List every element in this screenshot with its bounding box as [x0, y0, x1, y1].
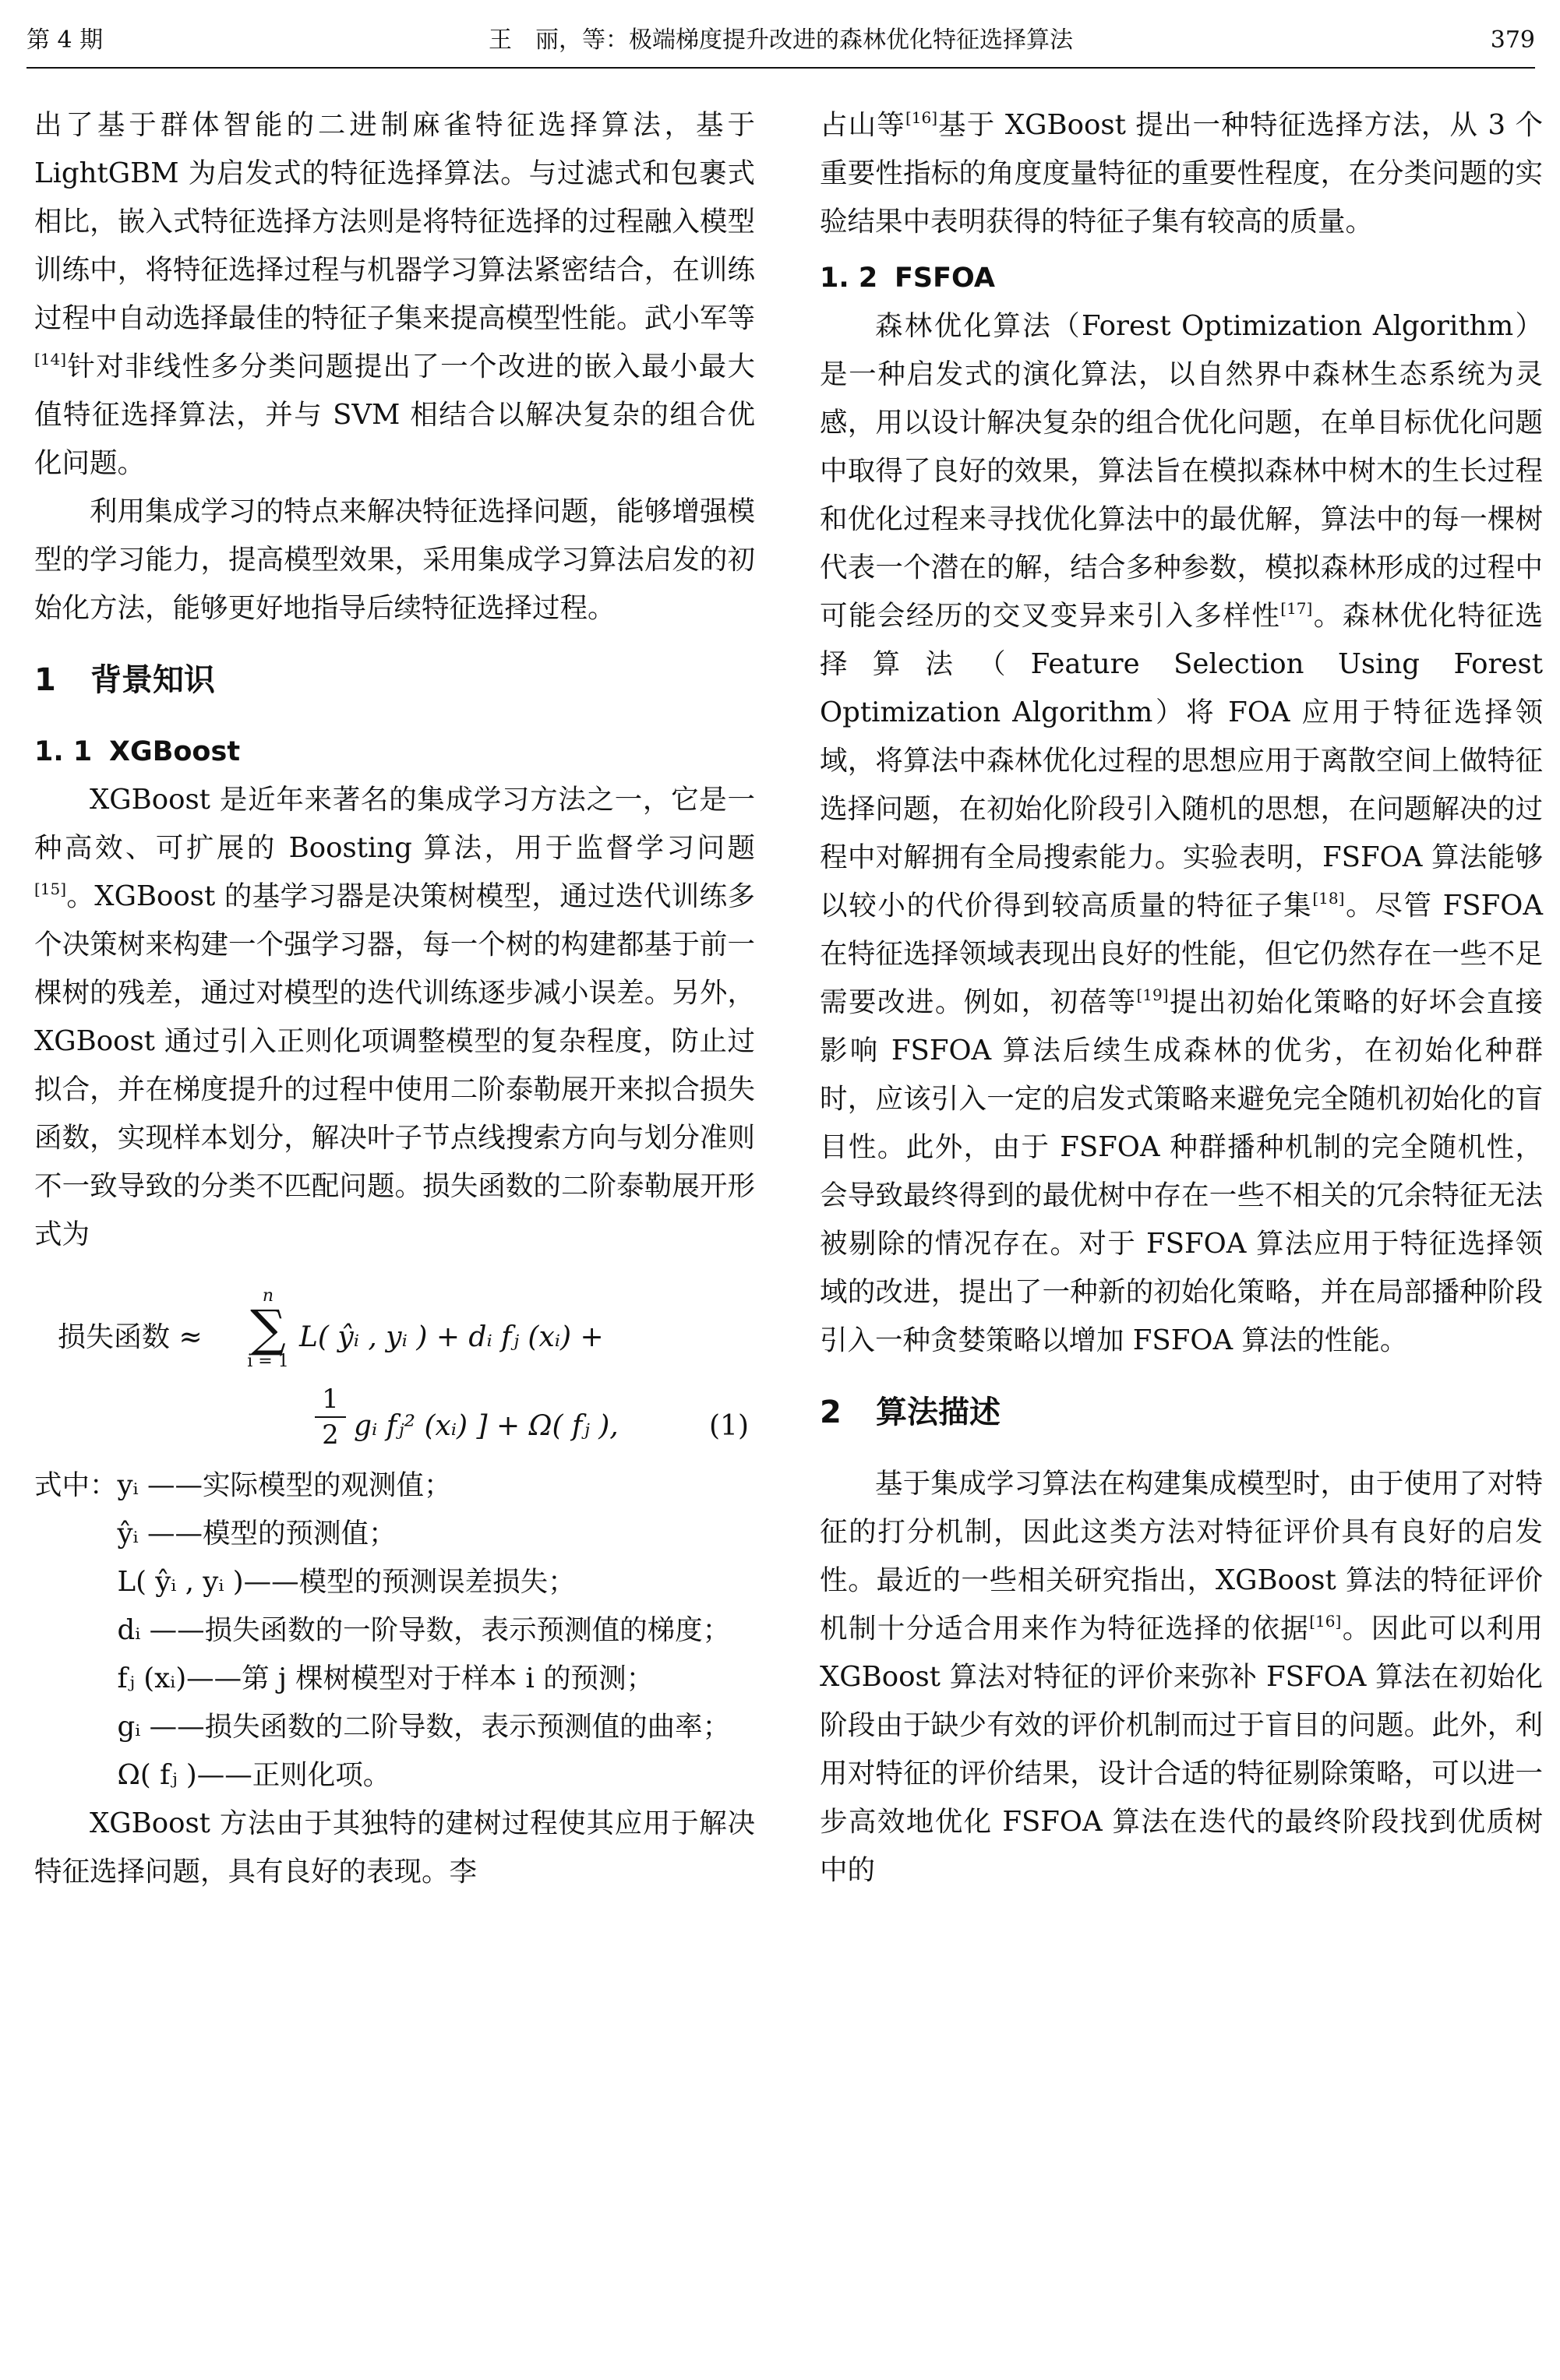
- sum-lower: i = 1: [247, 1352, 289, 1371]
- subsection-heading: [820, 254, 1543, 302]
- paragraph: [820, 101, 1543, 246]
- subsection-title: FSFOA: [895, 263, 995, 294]
- citation: [17]: [1280, 599, 1313, 618]
- equation-lhs: 损失函数 ≈: [58, 1321, 203, 1353]
- symbol-definitions: [34, 1461, 755, 1800]
- definition-line: 式中：yᵢ ——实际模型的观测值；: [34, 1469, 452, 1501]
- text: 。XGBoost 的基学习器是决策树模型，通过迭代训练多个决策树来构建一个强学习器，每一个树的构建都基于前一棵树的残差，通过对模型的迭代训练逐步减小误差。另外，XGBoost 通过引入正则化项调整模型的复杂程度，防止过拟合，并在梯度提升的过程中使用二阶泰勒展开来拟合损失函数，实现样本划分，解决叶子节点线搜索方向与划分准则不一致导致的分类不匹配问题。损失函数的二阶泰勒展开形式为: [34, 880, 755, 1250]
- issue-number: 第 4 期: [26, 26, 104, 54]
- text: 。因此可以利用 XGBoost 算法对特征的评价来弥补 FSFOA 算法在初始化阶段由于缺少有效的评价机制而过于盲目的问题。此外，利用对特征的评价结果，设计合适的特征剔除策略，可以进一步高效地优化 FSFOA 算法在迭代的最终阶段找到优质树中的: [820, 1613, 1543, 1886]
- paragraph: [34, 776, 755, 1259]
- section-heading: [820, 1388, 1543, 1437]
- citation: [18]: [1312, 889, 1345, 908]
- equation-number: (1): [709, 1410, 749, 1442]
- fraction-denominator: 2: [322, 1419, 339, 1451]
- running-title: 王 丽，等：极端梯度提升改进的森林优化特征选择算法: [489, 26, 1073, 54]
- text: 森林优化算法（Forest Optimization Algorithm）是一种启发式的演化算法，以自然界中森林生态系统为灵感，用以设计解决复杂的组合优化问题，在单目标优化问题中取得了良好的效果，算法旨在模拟森林中树木的生长过程和优化过程来寻找优化算法中的最优解，算法中的每一棵树代表一个潜在的解，结合多种参数，模拟森林形成的过程中可能会经历的交叉变异来引入多样性: [820, 310, 1543, 632]
- header-rule: [26, 67, 1535, 69]
- text: 基于 XGBoost 提出一种特征选择方法，从 3 个重要性指标的角度度量特征的重要性程度，在分类问题的实验结果中表明获得的特征子集有较高的质量。: [820, 109, 1543, 238]
- subsection-title: XGBoost: [109, 736, 241, 767]
- definition-line: Ω( fⱼ )——正则化项。: [34, 1759, 391, 1791]
- text: 针对非线性多分类问题提出了一个改进的嵌入最小最大值特征选择算法，并与 SVM 相结合以解决复杂的组合优化问题。: [34, 351, 755, 479]
- subsection-heading: [34, 728, 755, 776]
- text: 基于集成学习算法在构建集成模型时，由于使用了对特征的打分机制，因此这类方法对特征评价具有良好的启发性。最近的一些相关研究指出，XGBoost 算法的特征评价机制十分适合用来作为特征选择的依据: [820, 1468, 1543, 1645]
- text: 出了基于群体智能的二进制麻雀特征选择算法，基于 LightGBM 为启发式的特征选择算法。与过滤式和包裹式相比，嵌入式特征选择方法则是将特征选择的过程融入模型训练中，将特征选择过程与机器学习算法紧密结合，在训练过程中自动选择最佳的特征子集来提高模型性能。武小军等: [34, 109, 755, 334]
- equation-rhs-line2: gᵢ fⱼ² (xᵢ) ] + Ω( fⱼ ),: [354, 1410, 619, 1442]
- definition-line: dᵢ ——损失函数的一阶导数，表示预测值的梯度；: [34, 1614, 731, 1646]
- right-column: [820, 101, 1543, 1895]
- definition-line: fⱼ (xᵢ)——第 j 棵树模型对于样本 i 的预测；: [34, 1662, 655, 1694]
- summation: [243, 1287, 293, 1371]
- paragraph: XGBoost 方法由于其独特的建树过程使其应用于解决特征选择问题，具有良好的表现。李: [34, 1807, 755, 1888]
- text: 提出初始化策略的好坏会直接影响 FSFOA 算法后续生成森林的优劣，在初始化种群时，应该引入一定的启发式策略来避免完全随机初始化的盲目性。此外，由于 FSFOA 种群播种机制的完全随机性，会导致最终得到的最优树中存在一些不相关的冗余特征无法被剔除的情况存在。对于 FSFOA 算法应用于特征选择领域的改进，提出了一种新的初始化策略，并在局部播种阶段引入一种贪婪策略以增加 FSFOA 算法的性能。: [820, 986, 1543, 1356]
- definition-line: gᵢ ——损失函数的二阶导数，表示预测值的曲率；: [34, 1711, 731, 1743]
- section-number: 2: [820, 1395, 842, 1430]
- section-heading: [34, 656, 755, 704]
- section-title: 算法描述: [876, 1395, 1001, 1430]
- sigma-symbol: ∑: [250, 1300, 286, 1358]
- section-number: 1: [34, 662, 56, 698]
- citation: [15]: [34, 880, 67, 898]
- text: 。尽管 FSFOA 在特征选择领域表现出良好的性能，但它仍然存在一些不足需要改进。例如，初蓓等: [820, 890, 1543, 1018]
- citation: [16]: [905, 108, 938, 127]
- page-number: 379: [1490, 26, 1535, 54]
- subsection-number: 1. 1: [34, 736, 93, 767]
- paragraph: [820, 302, 1543, 1365]
- subsection-number: 1. 2: [820, 263, 878, 294]
- definition-line: ŷᵢ ——模型的预测值；: [34, 1518, 397, 1550]
- definition-line: L( ŷᵢ , yᵢ )——模型的预测误差损失；: [34, 1566, 576, 1598]
- paragraph: [820, 1460, 1543, 1895]
- text: 。森林优化特征选择算法（Feature Selection Using Forest Optimization Algorithm）将 FOA 应用于特征选择领域，将算法中森林优化过程的思想应用于离散空间上做特征选择问题，在初始化阶段引入随机的思想，在问题解决的过程中对解拥有全局搜索能力。实验表明，FSFOA 算法能够以较小的代价得到较高质量的特征子集: [820, 600, 1543, 922]
- text: 占山等: [820, 109, 905, 141]
- fraction-numerator: 1: [322, 1384, 339, 1415]
- paragraph: 利用集成学习的特点来解决特征选择问题，能够增强模型的学习能力，提高模型效果，采用集成学习算法启发的初始化方法，能够更好地指导后续特征选择过程。: [34, 495, 755, 624]
- equation-1: [34, 1267, 755, 1461]
- fraction: [315, 1384, 346, 1451]
- paragraph: [34, 101, 755, 488]
- section-title: 背景知识: [90, 662, 215, 698]
- left-column: [34, 101, 755, 1896]
- fraction-bar: [315, 1416, 346, 1418]
- running-header: [26, 23, 1535, 69]
- citation: [14]: [34, 350, 67, 368]
- sum-upper: n: [262, 1286, 274, 1306]
- text: XGBoost 是近年来著名的集成学习方法之一，它是一种高效、可扩展的 Boosting 算法，用于监督学习问题: [34, 784, 755, 864]
- citation: [16]: [1309, 1612, 1342, 1631]
- equation-rhs-line1: L( ŷᵢ , yᵢ ) + dᵢ fⱼ (xᵢ) +: [299, 1321, 604, 1353]
- citation: [19]: [1136, 985, 1169, 1004]
